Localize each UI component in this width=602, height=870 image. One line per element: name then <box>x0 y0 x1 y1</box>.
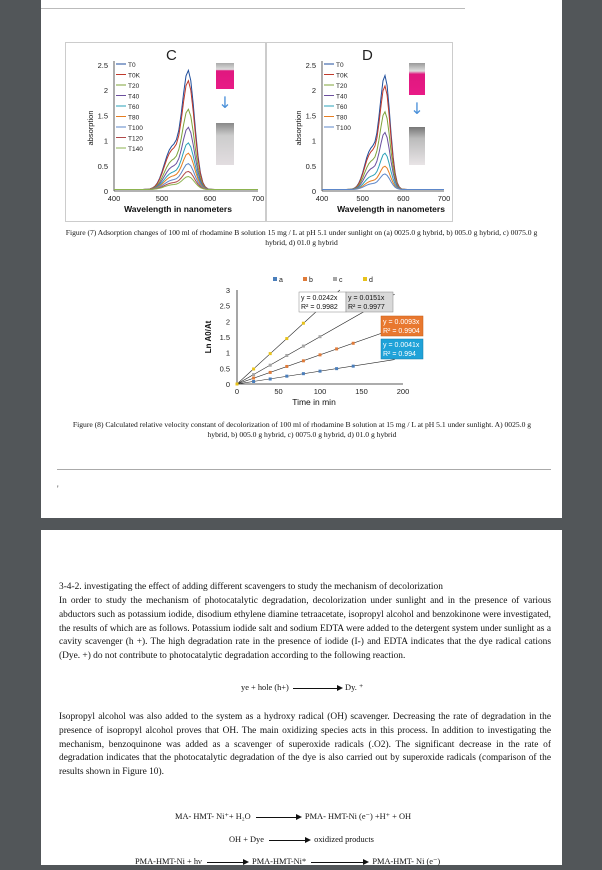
reaction-3-left: OH + Dye <box>229 835 264 844</box>
legend-label: b <box>309 277 313 284</box>
data-point <box>352 365 355 368</box>
data-point <box>302 345 305 348</box>
y-tick-label: 2.5 <box>97 61 108 70</box>
spectrum-curve <box>114 177 258 190</box>
data-point <box>252 373 255 376</box>
reaction-1-right: Dy. ⁺ <box>345 683 364 692</box>
x-tick-label: 200 <box>396 387 410 396</box>
reaction-2-left: MA- HMT- Ni⁺+ H₂O <box>175 812 251 821</box>
r2-label: R² = 0.9977 <box>348 304 385 311</box>
data-point <box>236 383 239 386</box>
legend-label: T80 <box>128 114 140 122</box>
arrow-down-icon: ↓ <box>410 99 424 118</box>
sample-photo-before-d <box>409 63 425 95</box>
document-page-2 <box>41 530 562 865</box>
legend-marker <box>303 277 307 281</box>
data-point <box>252 377 255 380</box>
r2-label: R² = 0.9982 <box>301 304 338 311</box>
data-point <box>252 380 255 383</box>
y-tick-label: 0.5 <box>97 161 108 171</box>
reaction-2-right: PMA- HMT-Ni (e⁻) +H⁺ + OH <box>304 812 412 821</box>
data-point <box>269 352 272 355</box>
x-tick-label: 700 <box>437 194 451 203</box>
x-tick-label: 0 <box>234 387 240 396</box>
reaction-3-right: oxidized products <box>314 835 374 844</box>
y-tick-label: 0 <box>311 187 316 196</box>
data-point <box>285 354 288 357</box>
data-point <box>319 353 322 356</box>
data-point <box>352 342 355 345</box>
y-tick-label: 0.5 <box>305 161 316 171</box>
reaction-4-a: PMA-HMT-Ni + hν <box>135 857 202 866</box>
x-tick-label: 500 <box>356 194 369 203</box>
y-tick-label: 1.5 <box>97 111 108 121</box>
y-tick-label: 1 <box>225 348 230 358</box>
r2-label: R² = 0.994 <box>383 351 416 358</box>
spectrum-curve <box>322 174 444 190</box>
data-point <box>302 322 305 325</box>
document-page-1 <box>41 0 562 518</box>
x-axis-label: Wavelength in nanometers <box>337 204 445 214</box>
arrow-right-icon <box>311 862 367 863</box>
spectrum-curve <box>322 153 444 189</box>
reaction-1 <box>241 682 441 696</box>
legend-label: T100 <box>336 125 351 132</box>
legend-marker <box>273 277 277 281</box>
spectrum-curve <box>322 166 444 189</box>
arrow-right-icon <box>207 862 247 863</box>
sample-photo-after-c <box>216 123 234 165</box>
spectrum-curve <box>322 112 444 190</box>
equation-label: y = 0.0151x <box>348 295 385 302</box>
x-tick-label: 150 <box>355 387 368 396</box>
equation-label: y = 0.0041x <box>383 342 420 349</box>
figure8-caption: Figure (8) Calculated relative velocity constant of decolorization of 100 ml of rhodamine B solution at 15 mg / L at pH 5.1 under sunlight. A) 0025.0 g hybrid, b) 005.0 g hybrid, c) 0075.0 g hybrid, d) 01.0 g hybrid <box>72 420 532 439</box>
x-tick-label: 600 <box>203 194 217 203</box>
data-point <box>335 347 338 350</box>
x-tick-label: 500 <box>155 194 169 203</box>
arrow-right-icon <box>293 688 341 689</box>
reaction-2 <box>175 811 515 825</box>
reaction-1-left: ye + hole (h+) <box>241 683 289 692</box>
arrow-down-icon: ↓ <box>218 93 232 112</box>
x-tick-label: 400 <box>107 194 121 203</box>
equation-label: y = 0.0093x <box>383 319 420 326</box>
legend-label: T60 <box>128 104 140 111</box>
y-tick-label: 3 <box>225 286 230 295</box>
spectrum-curve <box>114 164 258 190</box>
data-point <box>285 365 288 368</box>
y-tick-label: 1 <box>103 136 108 146</box>
y-tick-label: 0.5 <box>219 364 230 374</box>
spectrum-curve <box>114 153 258 189</box>
spectrum-curve <box>322 86 444 190</box>
reaction-4 <box>135 856 555 870</box>
section-heading: 3-4-2. investigating the effect of adding different scavengers to study the mechanism of decolorization <box>59 582 443 592</box>
legend-label: c <box>339 277 343 284</box>
top-border <box>41 0 465 9</box>
y-tick-label: 2 <box>103 86 108 96</box>
legend-label: a <box>279 277 283 284</box>
page-mark: ' <box>57 484 59 494</box>
y-axis-label: Ln A0/At <box>204 320 213 354</box>
x-tick-label: 400 <box>315 194 329 203</box>
arrow-right-icon <box>256 817 300 818</box>
legend-label: T80 <box>336 114 348 122</box>
r2-label: R² = 0.9904 <box>383 328 420 335</box>
legend-label: T120 <box>128 135 143 143</box>
x-axis-label: Time in min <box>292 397 336 407</box>
legend-label: T100 <box>128 125 143 132</box>
y-axis-label: absorption <box>294 110 303 146</box>
data-point <box>269 371 272 374</box>
sample-photo-before-c <box>216 63 234 89</box>
trendline <box>237 329 395 384</box>
reaction-4-c: PMA-HMT- Ni (e⁻) <box>372 857 441 866</box>
data-point <box>319 335 322 338</box>
figure7-panel-d <box>265 42 453 222</box>
x-tick-label: 600 <box>397 194 410 203</box>
legend-marker <box>363 277 367 281</box>
divider <box>57 469 551 470</box>
equation-label: y = 0.0242x <box>301 295 338 302</box>
y-tick-label: 2.5 <box>305 61 316 70</box>
legend-label: T40 <box>336 93 348 101</box>
trendline <box>237 360 395 384</box>
figure8-chart <box>193 268 420 418</box>
spectrum-curve <box>322 133 444 190</box>
reaction-3 <box>229 835 489 849</box>
panel-letter: D <box>362 47 373 64</box>
figure7-panel-c <box>65 42 267 222</box>
legend-marker <box>333 277 337 281</box>
y-axis-label: absorption <box>86 110 95 146</box>
data-point <box>302 359 305 362</box>
paragraph-2: Isopropyl alcohol was also added to the system as a hydroxy radical (OH) scavenger. Decreasing the rate of degradation in the presence of isopropyl alcohol proves that OH. The main oxidizing species acts in this process. In addition to investigating the mechanism, benzoquinone was added as a scavenger of superoxide radicals (.O2). The significant decrease in the rate of degradation indicates that the photocatalytic degradation of the dye is also carried out by superoxide radicals (comparison of the results shown in Figure 10). <box>59 712 551 778</box>
absorption-chart-c <box>66 43 266 221</box>
x-tick-label: 50 <box>274 387 283 396</box>
arrow-right-icon <box>269 840 309 841</box>
legend-label: T0K <box>336 72 348 80</box>
legend-label: T20 <box>128 83 140 90</box>
legend-label: T40 <box>128 93 140 101</box>
y-tick-label: 1.5 <box>305 111 316 121</box>
legend-label: T20 <box>336 83 348 90</box>
data-point <box>285 337 288 340</box>
data-point <box>269 377 272 380</box>
data-point <box>269 364 272 367</box>
y-tick-label: 2.5 <box>219 301 230 311</box>
paragraph-1: In order to study the mechanism of photocatalytic degradation, decolorization under sunlight and in the presence of various abductors such as potassium iodide, disodium ethylene diamine tetraacetate, isopropyl alcohol and benzokinone were investigated, the results of which are as follows. Potassium iodide salt and sodium EDTA were added to the detergent system under sunlight as a cavity scavenger (h +). The high degradation rate in the presence of iodide (I-) and EDTA indicates that the dye radical cations (Dye. +) do not contribute to photocatalytic degradation according to the following reaction. <box>59 596 551 662</box>
y-tick-label: 1 <box>311 136 316 146</box>
legend-label: T0 <box>336 62 344 69</box>
y-tick-label: 2 <box>311 86 316 96</box>
panel-letter: C <box>166 47 177 64</box>
legend-label: d <box>369 277 373 284</box>
data-point <box>302 372 305 375</box>
legend-label: T140 <box>128 146 143 153</box>
spectrum-curve <box>114 171 258 189</box>
data-point <box>252 367 255 370</box>
x-tick-label: 700 <box>251 194 265 203</box>
legend-label: T60 <box>336 104 348 111</box>
figure7-caption: Figure (7) Adsorption changes of 100 ml of rhodamine B solution 15 mg / L at pH 5.1 under sunlight on (a) 0025.0 g hybrid, b) 005.0 g hybrid, c) 0075.0 g hybrid, d) 01.0 g hybrid <box>65 228 538 247</box>
kinetics-chart <box>193 268 420 418</box>
y-tick-label: 0 <box>103 187 108 196</box>
y-tick-label: 0 <box>225 380 230 389</box>
y-tick-label: 1.5 <box>219 333 230 342</box>
legend-label: T0 <box>128 62 136 69</box>
reaction-4-b: PMA-HMT-Ni* <box>252 857 307 866</box>
sample-photo-after-d <box>409 127 425 165</box>
data-point <box>335 367 338 370</box>
data-point <box>319 370 322 373</box>
x-tick-label: 100 <box>313 387 327 396</box>
y-tick-label: 2 <box>225 317 230 327</box>
data-point <box>285 375 288 378</box>
legend-label: T0K <box>128 72 140 80</box>
x-axis-label: Wavelength in nanometers <box>124 204 232 214</box>
